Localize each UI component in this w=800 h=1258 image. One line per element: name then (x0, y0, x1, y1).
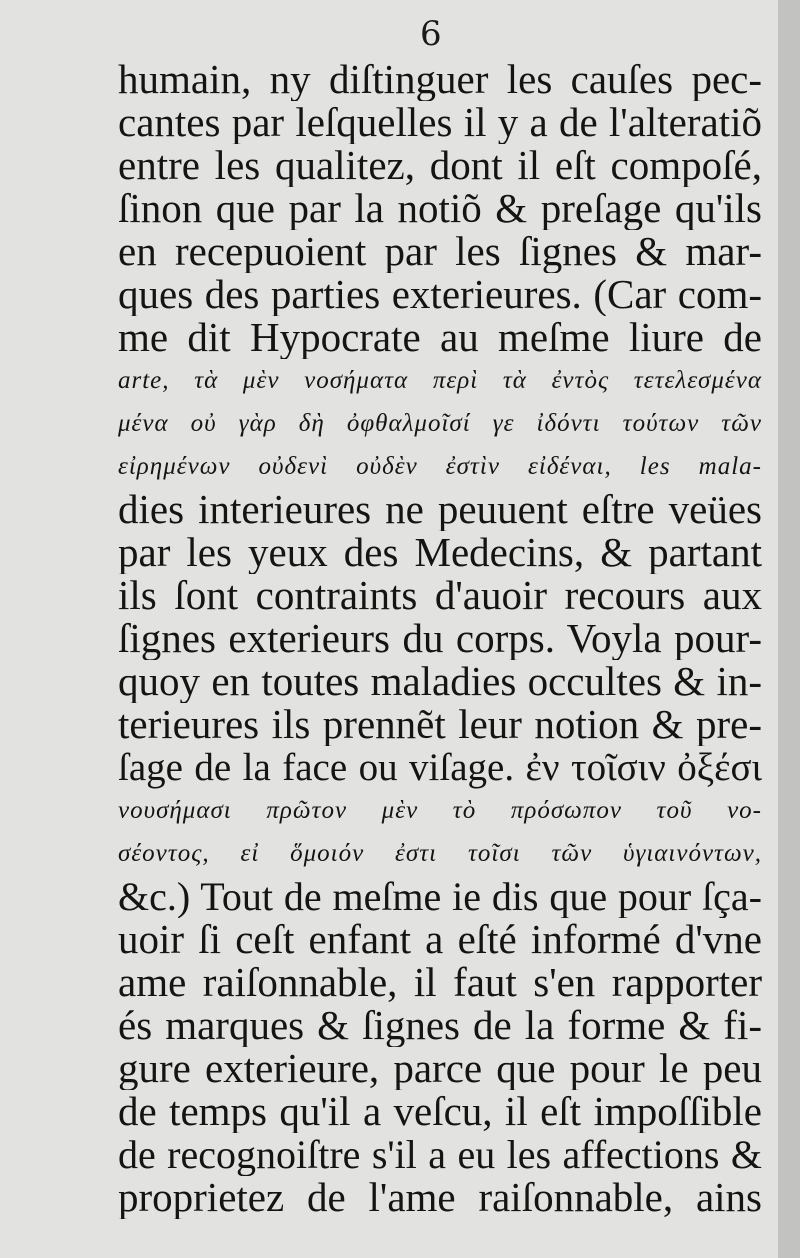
text-line: de temps qu'il a veſcu, il eſt impoſſible (118, 1090, 762, 1133)
greek-text-line: σέοντος, εἰ ὅμοιόν ἐστι τοῖσι τῶν ὑγιαινόντων, (118, 840, 762, 867)
text-line: ame raiſonnable, il faut s'en rapporter (118, 961, 762, 1004)
body-text (118, 58, 762, 1219)
text-line: ſignes exterieurs du corps. Voyla pour- (118, 617, 762, 660)
greek-text-line: μένα οὐ γὰρ δὴ ὀφθαλμοῖσί γε ἰδόντι τούτων τῶν (118, 410, 762, 437)
text-line: ils ſont contraints d'auoir recours aux (118, 574, 762, 617)
text-line: en recepuoient par les ſignes & mar- (118, 230, 762, 273)
text-line: terieures ils prennẽt leur notion & pre- (118, 703, 762, 746)
text-line: ſage de la face ou viſage. ἐν τοῖσιν ὀξέσι (118, 746, 762, 789)
text-line: par les yeux des Medecins, & partant (118, 531, 762, 574)
text-line: ques des parties exterieures. (Car com- (118, 273, 762, 316)
text-line: me dit Hypocrate au meſme liure de (118, 316, 762, 359)
text-line: proprietez de l'ame raiſonnable, ains (118, 1176, 762, 1219)
text-line: quoy en toutes maladies occultes & in- (118, 660, 762, 703)
text-line: cantes par leſquelles il y a de l'alteratiõ (118, 101, 762, 144)
text-line: humain, ny diſtinguer les cauſes pec- (118, 58, 762, 101)
text-line: ſinon que par la notiõ & preſage qu'ils (118, 187, 762, 230)
greek-text-line: arte, τὰ μὲν νοσήματα περὶ τὰ ἐντὸς τετελεσμένα (118, 367, 762, 394)
page-edge-shadow (778, 0, 800, 1258)
text-line: &c.) Tout de meſme ie dis que pour ſça- (118, 875, 762, 918)
text-line: entre les qualitez, dont il eſt compoſé, (118, 144, 762, 187)
page-number: 6 (420, 14, 442, 54)
greek-text-line: εἰρημένων οὐδενὶ οὐδὲν ἐστὶν εἰδέναι, les mala- (118, 453, 762, 480)
text-line: és marques & ſignes de la forme & fi- (118, 1004, 762, 1047)
text-line: dies interieures ne peuuent eſtre veües (118, 488, 762, 531)
text-line: de recognoiſtre s'il a eu les affections & (118, 1133, 762, 1176)
text-line: gure exterieure, parce que pour le peu (118, 1047, 762, 1090)
greek-text-line: νουσήμασι πρῶτον μὲν τὸ πρόσωπον τοῦ νο- (118, 797, 762, 824)
text-line: uoir ſi ceſt enfant a eſté informé d'vne (118, 918, 762, 961)
